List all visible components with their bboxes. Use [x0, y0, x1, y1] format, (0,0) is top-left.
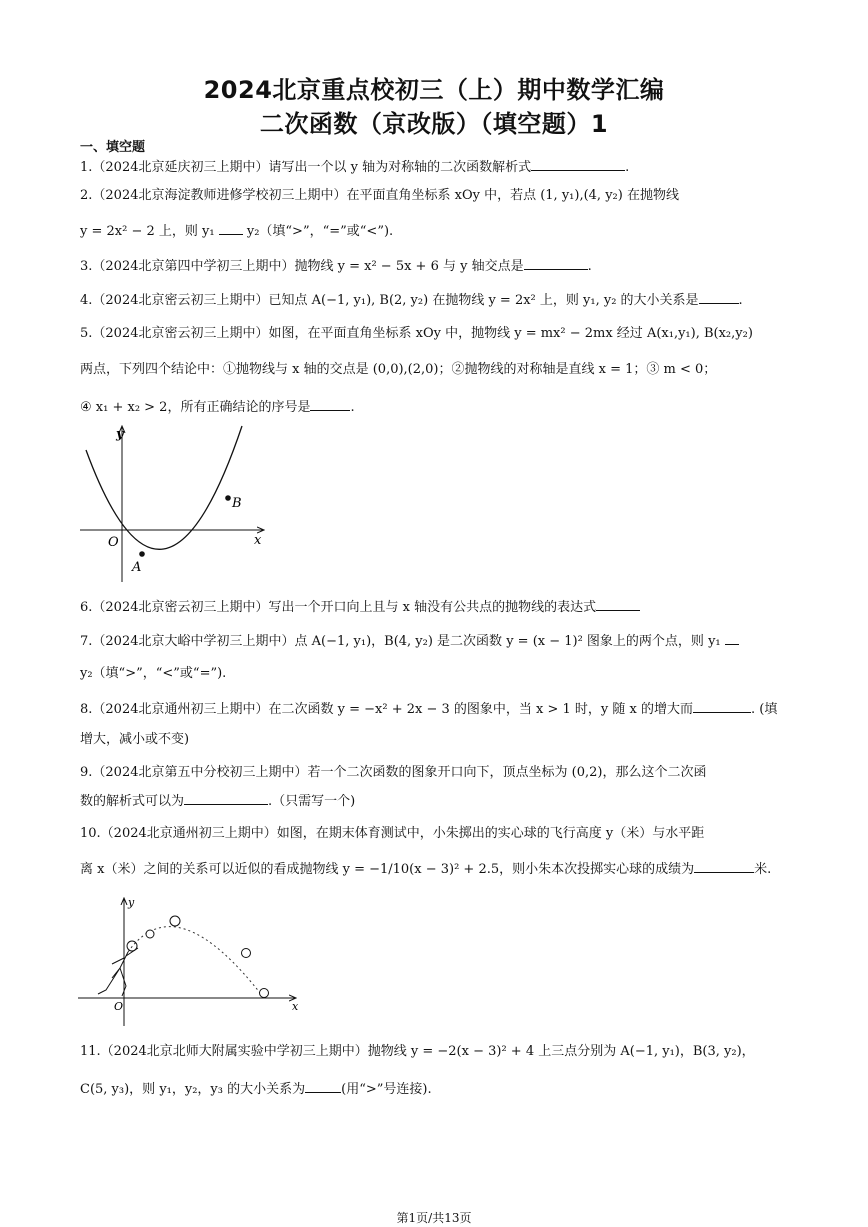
- question-text: 增大，减小或不变): [80, 732, 190, 747]
- answer-blank: [310, 398, 350, 411]
- y-axis-label: y: [128, 896, 135, 909]
- question-text: 7.（2024北京大峪中学初三上期中）点 A(−1, y₁)，B(4, y₂) 是二次函数 y = (x − 1)² 图象上的两个点，则 y₁: [80, 634, 721, 649]
- answer-blank: [694, 860, 754, 873]
- parabola-curve: [86, 426, 242, 549]
- athlete-icon: [98, 941, 138, 996]
- x-axis-label: x: [254, 533, 262, 548]
- answer-blank: [184, 792, 268, 805]
- answer-blank: [596, 598, 640, 611]
- question-text: y₂（填“>”，“<”或“=”).: [80, 666, 227, 681]
- origin-label: O: [108, 535, 119, 550]
- question-5-cont: [80, 362, 792, 378]
- question-7-cont: [80, 666, 792, 682]
- parabola-figure-1: [78, 420, 274, 588]
- answer-blank: [524, 257, 588, 270]
- page-title: 2024北京重点校初三（上）期中数学汇编: [203, 76, 665, 104]
- question-text: 8.（2024北京通州初三上期中）在二次函数 y = −x² + 2x − 3 的图象中，当 x > 1 时，y 随 x 的增大而: [80, 702, 693, 717]
- answer-blank: [725, 632, 739, 645]
- question-11: [80, 1044, 792, 1060]
- question-text: 3.（2024北京第四中学初三上期中）抛物线 y = x² − 5x + 6 与 y 轴交点是: [80, 259, 524, 274]
- section-title: 一、填空题: [80, 140, 146, 155]
- question-11-cont: [80, 1080, 792, 1098]
- answer-blank: [305, 1080, 341, 1093]
- question-9-cont: [80, 792, 792, 810]
- question-text: 11.（2024北京北师大附属实验中学初三上期中）抛物线 y = −2(x − 3)² + 4 上三点分别为 A(−1, y₁)，B(3, y₂)，: [80, 1044, 755, 1059]
- ball-icon: [242, 949, 251, 958]
- answer-blank: [693, 700, 751, 713]
- answer-blank: [531, 158, 625, 171]
- question-text: 两点，下列四个结论中：①抛物线与 x 轴的交点是 (0,0),(2,0)；②抛物线的对称轴是直线 x = 1；③ m < 0；: [80, 362, 717, 377]
- question-text: (用“>”号连接).: [341, 1082, 432, 1097]
- question-2: [80, 188, 792, 204]
- question-text: 1.（2024北京延庆初三上期中）请写出一个以 y 轴为对称轴的二次函数解析式: [80, 160, 532, 175]
- page-subtitle: 二次函数（京改版）（填空题）1: [259, 110, 609, 138]
- point-a-dot: [139, 551, 145, 557]
- question-8: [80, 700, 792, 718]
- ball-icon: [146, 930, 154, 938]
- question-7: [80, 632, 792, 650]
- y-axis-label: y: [116, 427, 124, 442]
- question-text: C(5, y₃)，则 y₁，y₂，y₃ 的大小关系为: [80, 1082, 306, 1097]
- question-5-cont2: ④ x₁ + x₂ > 2，所有正确结论的序号是 .: [80, 400, 355, 415]
- page-footer: 第1页/共13页: [396, 1211, 472, 1225]
- question-1: 1.（2024北京延庆初三上期中）请写出一个以 y 轴为对称轴的二次函数解析式 .: [80, 160, 630, 175]
- question-text: 米.: [754, 862, 772, 877]
- question-text: .（只需写一个): [268, 794, 356, 809]
- question-text: 数的解析式可以为: [80, 794, 185, 809]
- question-text: 离 x（米）之间的关系可以近似的看成抛物线 y = −1/10(x − 3)² + 2.5，则小朱本次投掷实心球的成绩为: [80, 862, 695, 877]
- question-text: 5.（2024北京密云初三上期中）如图，在平面直角坐标系 xOy 中，抛物线 y = mx² − 2mx 经过 A(x₁,y₁), B(x₂,y₂): [80, 326, 753, 341]
- answer-blank: [219, 222, 243, 235]
- question-10: [80, 826, 792, 842]
- question-2-cont: [80, 222, 792, 240]
- origin-label: O: [114, 1000, 124, 1013]
- question-text: . (填: [750, 702, 778, 717]
- question-text: 6.（2024北京密云初三上期中）写出一个开口向上且与 x 轴没有公共点的抛物线的表达式: [80, 600, 597, 615]
- question-text: 4.（2024北京密云初三上期中）已知点 A(−1, y₁), B(2, y₂) 在抛物线 y = 2x² 上，则 y₁, y₂ 的大小关系是: [80, 293, 699, 308]
- point-b-dot: [225, 495, 231, 501]
- question-9: [80, 765, 792, 781]
- point-a-label: A: [132, 560, 142, 575]
- question-8-cont: [80, 732, 792, 748]
- point-b-label: B: [232, 496, 242, 511]
- question-text: y₂（填“>”，“=”或“<”).: [246, 224, 394, 239]
- question-text: 2.（2024北京海淀教师进修学校初三上期中）在平面直角坐标系 xOy 中，若点 (1, y₁),(4, y₂) 在抛物线: [80, 188, 679, 203]
- question-text: 9.（2024北京第五中分校初三上期中）若一个二次函数的图象开口向下，顶点坐标为 (0,2)，那么这个二次函: [80, 765, 707, 780]
- question-text: ④ x₁ + x₂ > 2，所有正确结论的序号是: [80, 400, 311, 415]
- ball-icon: [260, 989, 269, 998]
- question-4: 4.（2024北京密云初三上期中）已知点 A(−1, y₁), B(2, y₂) 在抛物线 y = 2x² 上，则 y₁, y₂ 的大小关系是 .: [80, 293, 743, 308]
- question-6: [80, 598, 792, 616]
- question-10-cont: [80, 860, 792, 878]
- question-text: y = 2x² − 2 上，则 y₁: [80, 224, 215, 239]
- answer-blank: [699, 291, 739, 304]
- question-text: 10.（2024北京通州初三上期中）如图，在期末体育测试中，小朱掷出的实心球的飞行高度 y（米）与水平距: [80, 826, 705, 841]
- ball-icon: [170, 916, 180, 926]
- shot-put-figure: [76, 894, 304, 1030]
- question-3: 3.（2024北京第四中学初三上期中）抛物线 y = x² − 5x + 6 与 y 轴交点是 .: [80, 259, 592, 274]
- x-axis-label: x: [292, 1000, 299, 1013]
- question-5: [80, 326, 792, 342]
